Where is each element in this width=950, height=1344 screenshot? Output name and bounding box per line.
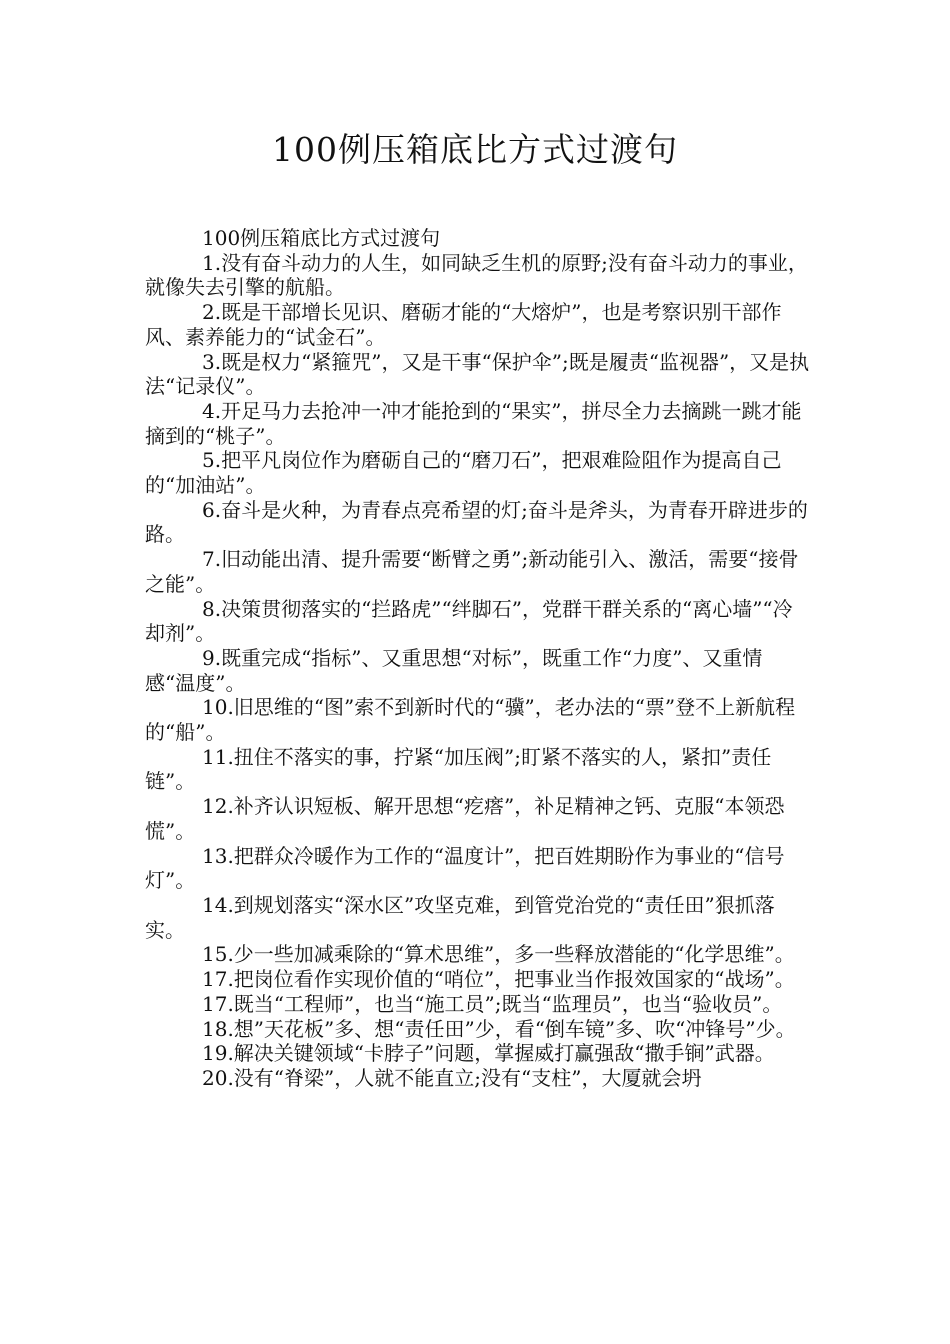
paragraph-3: 3.既是权力“紧箍咒”，又是干事“保护伞”;既是履责“监视器”，又是执法“记录仪”。: [145, 349, 810, 399]
paragraph-4: 4.开足马力去抢冲一冲才能抢到的“果实”，拼尽全力去摘跳一跳才能摘到的“桃子”。: [145, 398, 802, 448]
paragraph-20: 20.没有“脊梁”，人就不能直立;没有“支柱”，大厦就会坍: [202, 1065, 702, 1090]
document-subtitle: 100例压箱底比方式过渡句: [202, 226, 441, 250]
paragraph-17: 17.既当“工程师”，也当“施工员”;既当“监理员”，也当“验收员”。: [202, 991, 783, 1016]
paragraph-13: 13.把群众冷暖作为工作的“温度计”，把百姓期盼作为事业的“信号灯”。: [145, 843, 785, 893]
paragraph-9: 9.既重完成“指标”、又重思想“对标”，既重工作“力度”、又重情感“温度”。: [145, 645, 763, 695]
paragraph-10: 10.旧思维的“图”索不到新时代的“骥”，老办法的“票”登不上新航程的“船”。: [145, 695, 796, 745]
paragraph-14: 14.到规划落实“深水区”攻坚克难，到管党治党的“责任田”狠抓落实。: [145, 892, 775, 942]
paragraph-1: 1.没有奋斗动力的人生，如同缺乏生机的原野;没有奋斗动力的事业，就像失去引擎的航船。: [145, 250, 808, 300]
paragraph-15: 15.少一些加减乘除的“算术思维”，多一些释放潜能的“化学思维”。: [202, 942, 795, 967]
document-body: [145, 226, 810, 1091]
paragraph-19: 19.解决关键领域“卡脖子”问题，掌握威打赢强敌“撒手锏”武器。: [202, 1041, 775, 1066]
paragraph-6: 6.奋斗是火种，为青春点亮希望的灯;奋斗是斧头，为青春开辟进步的路。: [145, 497, 808, 547]
paragraph-18: 18.想”天花板”多、想“责任田”少，看“倒车镜”多、吹“冲锋号”少。: [202, 1016, 796, 1041]
paragraph-2: 2.既是干部增长见识、磨砺才能的“大熔炉”，也是考察识别干部作风、素养能力的“试金石”。: [145, 300, 782, 349]
paragraph-8: 8.决策贯彻落实的“拦路虎”“绊脚石”，党群干群关系的“离心墙”“冷却剂”。: [145, 596, 793, 646]
paragraph-16: 17.把岗位看作实现价值的“哨位”，把事业当作报效国家的“战场”。: [202, 967, 795, 992]
document-title: 100例压箱底比方式过渡句: [272, 130, 678, 169]
paragraph-12: 12.补齐认识短板、解开思想“疙瘩”，补足精神之钙、克服“本领恐慌”。: [145, 794, 785, 843]
paragraph-11: 11.扭住不落实的事，拧紧“加压阀”;盯紧不落实的人，紧扣”责任链”。: [145, 744, 772, 794]
paragraph-5: 5.把平凡岗位作为磨砺自己的“磨刀石”，把艰难险阻作为提高自己的“加油站”。: [145, 448, 782, 498]
paragraph-7: 7.旧动能出清、提升需要“断臂之勇”;新动能引入、激活，需要“接骨之能”。: [145, 547, 799, 596]
